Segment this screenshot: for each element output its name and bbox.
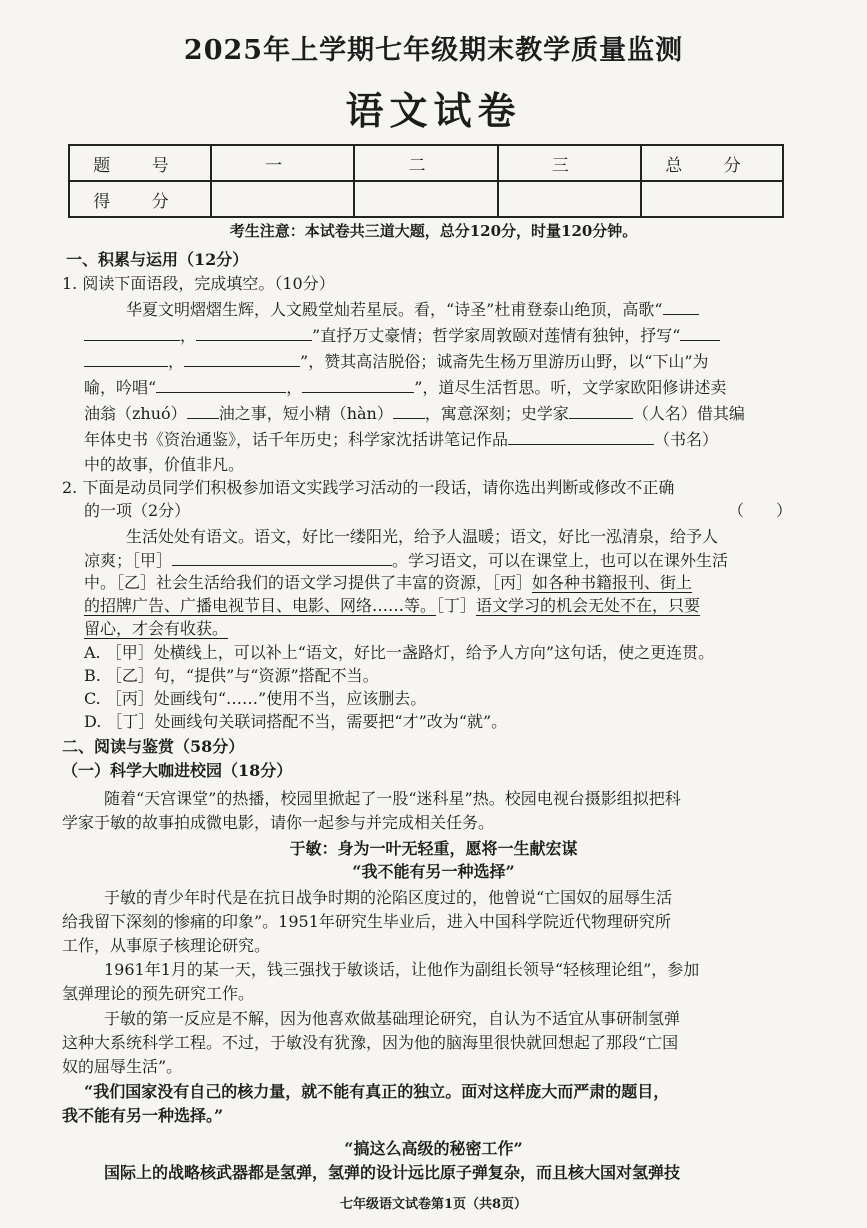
option-d[interactable]: D. ［丁］处画线句关联词搭配不当，需要把“才”改为“就”。	[84, 712, 508, 731]
q1-text-line1: 华夏文明熠熠生辉，人文殿堂灿若星辰。看，“诗圣”杜甫登泰山绝顶，高歌“	[126, 298, 699, 321]
article-line: 给我留下深刻的惨痛的印象”。1951年研究生毕业后，进入中国科学院近代物理研究所	[62, 912, 671, 931]
fill-blank[interactable]	[393, 402, 425, 419]
q1-stem: 1. 阅读下面语段，完成填空。（10分）	[62, 274, 335, 293]
score-cell-two	[354, 181, 497, 217]
q2-passage-line1: 生活处处有语文。语文，好比一缕阳光，给予人温暖；语文，好比一泓清泉，给予人	[126, 527, 719, 546]
exam-notice: 考生注意：本试卷共三道大题，总分120分，时量120分钟。	[229, 222, 638, 240]
article-line: 这种大系统科学工程。不过，于敏没有犹豫，因为他的脑海里很快就回想起了那段“亡国	[62, 1033, 679, 1052]
subsection1-heading: （一）科学大咖进校园（18分）	[62, 761, 293, 780]
question-number-label: 题 号	[69, 145, 211, 181]
option-a[interactable]: A. ［甲］处横线上，可以补上“语文，好比一盏路灯，给予人方向”这句话，使之更连贯。	[84, 643, 715, 662]
option-c[interactable]: C. ［丙］处画线句“……”使用不当，应该删去。	[84, 689, 427, 708]
intro-line1: 随着“天宫课堂”的热播，校园里掀起了一股“迷科星”热。校园电视台摄影组拟把科	[104, 789, 681, 808]
fill-blank[interactable]	[508, 428, 654, 445]
q2-passage-line2: 凉爽；［甲］ 。学习语文，可以在课堂上，也可以在课外生活	[84, 551, 729, 570]
score-cell-three	[498, 181, 641, 217]
q2-stem-line2: 的一项（2分）	[84, 501, 191, 520]
fill-blank[interactable]	[156, 376, 286, 393]
q1-text-line4: 喻，吟唱“ ， ”，道尽生活哲思。听，文学家欧阳修讲述卖	[84, 378, 727, 397]
article-line: 氢弹理论的预先研究工作。	[62, 984, 255, 1003]
q1-text-line3: ， ”，赞其高洁脱俗；诚斋先生杨万里游历山野，以“下山”为	[84, 350, 709, 373]
fill-blank[interactable]	[302, 376, 414, 393]
fill-blank[interactable]	[569, 402, 633, 419]
article-line: “我们国家没有自己的核力量，就不能有真正的独立。面对这样庞大而严肃的题目，	[84, 1082, 670, 1101]
q1-text-line7: 中的故事，价值非凡。	[84, 455, 245, 474]
intro-line2: 学家于敏的故事拍成微电影，请你一起参与并完成相关任务。	[62, 813, 495, 832]
section-three-header: 三	[498, 145, 641, 181]
article-line: 于敏的第一反应是不解，因为他喜欢做基础理论研究，自认为不适宜从事研制氢弹	[104, 1009, 681, 1028]
article-line: 1961年1月的某一天，钱三强找于敏谈话，让他作为副组长领导“轻核理论组”，参加	[104, 960, 700, 979]
total-score-label: 总 分	[641, 145, 783, 181]
article-line: 工作，从事原子核理论研究。	[62, 936, 271, 955]
answer-parentheses[interactable]: （ ）	[728, 501, 793, 520]
score-table	[68, 144, 784, 218]
page-footer: 七年级语文试卷第1页（共8页）	[339, 1197, 528, 1212]
q2-passage-line5: 留心，才会有收获。	[84, 619, 229, 638]
score-cell-one	[211, 181, 354, 217]
score-table-score-row	[69, 181, 783, 217]
article-line: 于敏的青少年时代是在抗日战争时期的沦陷区度过的，他曾说“亡国奴的屈辱生活	[104, 888, 673, 907]
fill-blank[interactable]	[663, 298, 699, 315]
article-line: 国际上的战略核武器都是氢弹，氢弹的设计远比原子弹复杂，而且核大国对氢弹技	[104, 1163, 681, 1182]
article-subheading2: “搞这么高级的秘密工作”	[344, 1139, 523, 1158]
q2-passage-line3: 中。［乙］社会生活给我们的语文学习提供了丰富的资源，［丙］如各种书籍报刊、街上	[84, 573, 693, 592]
section-one-header: 一	[211, 145, 354, 181]
article-line: 我不能有另一种选择。”	[62, 1106, 224, 1125]
section-two-header: 二	[354, 145, 497, 181]
q2-stem-line1: 2. 下面是动员同学们积极参加语文实践学习活动的一段话，请你选出判断或修改不正确	[62, 478, 675, 497]
section1-heading: 一、积累与运用（12分）	[66, 250, 249, 269]
fill-blank[interactable]	[84, 324, 180, 341]
option-b[interactable]: B. ［乙］句，“提供”与“资源”搭配不当。	[84, 666, 379, 685]
score-cell-total	[641, 181, 783, 217]
fill-blank[interactable]	[187, 402, 219, 419]
exam-title: 2025年上学期七年级期末教学质量监测	[183, 35, 684, 66]
fill-blank[interactable]	[172, 549, 392, 566]
q2-passage-line4: 的招牌广告、广播电视节目、电影、网络……等。［丁］语文学习的机会无处不在，只要	[84, 596, 701, 615]
article-line: 奴的屈辱生活”。	[62, 1057, 183, 1076]
q1-text-line5: 油翁（zhuó） 油之事，短小精（hàn） ，寓意深刻；史学家 （人名）借其编	[84, 404, 745, 423]
article-title: 于敏：身为一叶无轻重，愿将一生献宏谋	[289, 839, 578, 858]
fill-blank[interactable]	[680, 324, 720, 341]
q1-text-line2: ， ”直抒万丈豪情；哲学家周敦颐对莲情有独钟，抒写“	[84, 324, 720, 347]
paper-title: 语文试卷	[345, 88, 522, 133]
score-label: 得 分	[69, 181, 211, 217]
q1-text-line6: 年体史书《资治通鉴》，话千年历史；科学家沈括讲笔记作品 （书名）	[84, 430, 719, 449]
article-subheading1: “我不能有另一种选择”	[352, 862, 515, 881]
fill-blank[interactable]	[84, 350, 168, 367]
fill-blank[interactable]	[184, 350, 300, 367]
section2-heading: 二、阅读与鉴赏（58分）	[62, 737, 245, 756]
fill-blank[interactable]	[196, 324, 312, 341]
score-table-header-row	[69, 145, 783, 181]
